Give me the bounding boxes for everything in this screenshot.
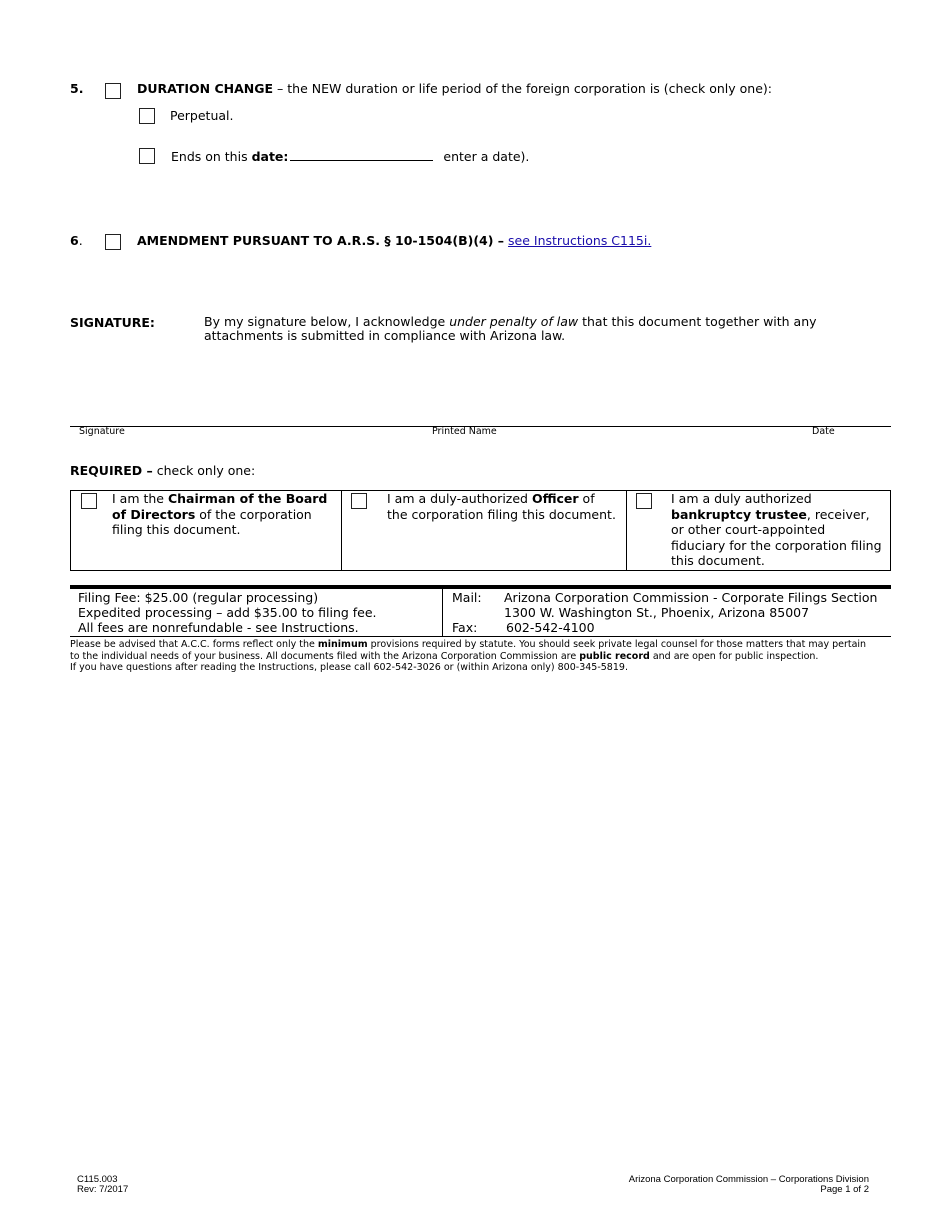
agency-block (629, 1175, 869, 1195)
capacity-table (70, 490, 891, 571)
form-code-block (77, 1175, 128, 1195)
amendment-checkbox[interactable] (105, 234, 121, 250)
section-6-number-dot: . (78, 233, 83, 248)
required-bold: REQUIRED – (70, 463, 153, 478)
officer-line-2: the corporation filing this document. (387, 506, 616, 522)
disclaimer-1-pre: Please be advised that A.C.C. forms reflect only the (70, 639, 318, 650)
disclaimer-1-post: provisions required by statute. You should seek private legal counsel for those matters that may pertain (367, 639, 867, 650)
form-revision: Rev: 7/2017 (77, 1184, 129, 1195)
fee-box (70, 585, 891, 637)
printed-name-caption: Printed Name (432, 426, 497, 437)
duration-change-title: DURATION CHANGE (137, 81, 274, 96)
chairman-bold: Chairman of the Board (167, 491, 328, 506)
date-caption: Date (812, 426, 835, 437)
officer-pre: I am a duly-authorized (387, 491, 532, 506)
duration-change-text: – the NEW duration or life period of the foreign corporation is (check only one): (273, 81, 772, 96)
section-5-number: 5. (70, 81, 84, 96)
signature-text-italic: under penalty of law (449, 314, 579, 329)
section-6-number (70, 233, 83, 248)
section-6-number-digit: 6 (70, 233, 79, 248)
signature-text-2: that this document together with any (578, 314, 817, 329)
trustee-checkbox[interactable] (636, 493, 652, 509)
section-5-heading (137, 81, 772, 96)
ends-on-date-checkbox[interactable] (139, 148, 155, 164)
officer-bold: Officer (531, 491, 579, 506)
chairman-text (112, 491, 327, 538)
officer-post: of (578, 491, 595, 506)
capacity-option-chairman[interactable] (71, 491, 342, 571)
agency-name: Arizona Corporation Commission – Corporations Division (628, 1174, 869, 1185)
date-input-blank[interactable] (290, 148, 433, 161)
trustee-bold: bankruptcy trustee (671, 506, 807, 522)
disclaimer (70, 639, 900, 674)
officer-text (387, 491, 616, 522)
disclaimer-2-pre: to the individual needs of your business. All documents filed with the Arizona Corporation Commission are (70, 650, 580, 662)
disclaimer-2-post: and are open for public inspection. (649, 650, 819, 662)
page-number: Page 1 of 2 (820, 1184, 869, 1195)
ends-on-date-prefix: Ends on this (171, 149, 252, 164)
mail-label: Mail: (452, 590, 482, 605)
required-rest: check only one: (152, 463, 256, 478)
trustee-line-4: fiduciary for the corporation filing (671, 537, 882, 553)
fax-label: Fax: (452, 620, 478, 635)
required-label (70, 463, 255, 478)
fee-info (70, 589, 443, 636)
filing-fee: Filing Fee: $25.00 (regular processing) (78, 590, 319, 605)
perpetual-checkbox[interactable] (139, 108, 155, 124)
duration-change-checkbox[interactable] (105, 83, 121, 99)
ends-on-date-line (171, 148, 529, 164)
form-code: C115.003 (77, 1174, 118, 1185)
signature-label: SIGNATURE: (70, 315, 155, 330)
chairman-rest: of the corporation (195, 506, 312, 522)
mail-line-2: 1300 W. Washington St., Phoenix, Arizona 85007 (504, 605, 810, 620)
nonrefundable-note: All fees are nonrefundable - see Instructions. (78, 620, 359, 635)
chairman-line-3: filing this document. (112, 522, 241, 537)
mail-info (444, 589, 891, 636)
section-6-heading (137, 233, 651, 248)
trustee-text (671, 491, 882, 569)
disclaimer-2-bold: public record (579, 650, 650, 662)
trustee-line-1: I am a duly authorized (671, 491, 812, 506)
officer-checkbox[interactable] (351, 493, 367, 509)
perpetual-label: Perpetual. (170, 108, 234, 123)
capacity-option-officer[interactable] (342, 491, 627, 571)
signature-caption: Signature (79, 426, 125, 437)
trustee-line-5: this document. (671, 553, 765, 568)
mail-line-1: Arizona Corporation Commission - Corporate Filings Section (504, 590, 878, 605)
trustee-post: , receiver, (806, 506, 870, 522)
disclaimer-3: If you have questions after reading the Instructions, please call 602-542-3026 or (within Arizona only) 800-345-5819. (70, 662, 628, 673)
ends-on-date-bold: date: (251, 149, 289, 164)
expedited-fee: Expedited processing – add $35.00 to filing fee. (78, 605, 377, 620)
instructions-link[interactable]: see Instructions C115i. (508, 233, 652, 248)
trustee-line-3: or other court-appointed (671, 522, 826, 537)
chairman-checkbox[interactable] (81, 493, 97, 509)
chairman-bold-2: of Directors (112, 506, 196, 522)
capacity-option-trustee[interactable] (627, 491, 891, 571)
ends-on-date-suffix: enter a date). (443, 149, 530, 164)
signature-text-1: By my signature below, I acknowledge (204, 314, 450, 329)
fax-number: 602-542-4100 (506, 620, 595, 635)
signature-statement (204, 315, 817, 343)
disclaimer-1-bold: minimum (317, 639, 368, 650)
chairman-pre: I am the (112, 491, 168, 506)
signature-text-3: attachments is submitted in compliance with Arizona law. (204, 328, 566, 343)
amendment-title: AMENDMENT PURSUANT TO A.R.S. § 10-1504(B)(4) – (137, 233, 505, 248)
